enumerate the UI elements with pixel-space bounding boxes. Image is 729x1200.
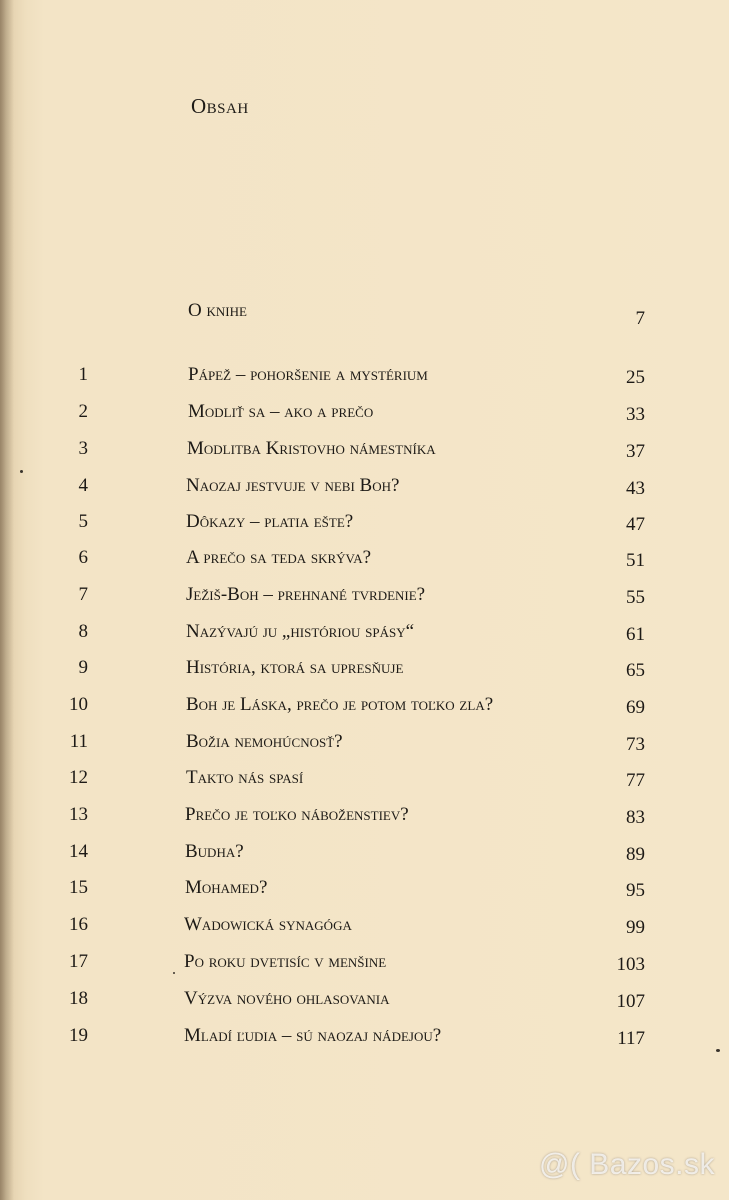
chapter-number: 15: [69, 877, 88, 898]
toc-entry: [0, 584, 729, 614]
toc-entry: [0, 841, 729, 871]
chapter-number: 17: [69, 951, 88, 972]
toc-entry: [0, 767, 729, 797]
chapter-page: 95: [626, 880, 645, 901]
chapter-page: 83: [626, 807, 645, 828]
toc-entry-intro: [0, 300, 729, 330]
paper-speck: [20, 470, 23, 473]
chapter-title: Modliť sa – ako a prečo: [188, 401, 374, 422]
chapter-page: 25: [626, 367, 645, 388]
toc-entry: [0, 401, 729, 431]
toc-entry: [0, 475, 729, 505]
toc-entry: [0, 364, 729, 394]
page-title: Obsah: [191, 94, 249, 118]
toc-entry: [0, 694, 729, 724]
toc-entry: [0, 914, 729, 944]
chapter-page: 47: [626, 514, 645, 535]
chapter-page: 43: [626, 478, 645, 499]
chapter-number: 7: [78, 584, 88, 605]
paper-speck: [173, 972, 175, 974]
chapter-number: 3: [78, 438, 88, 459]
toc-entry-page: 7: [635, 308, 645, 329]
chapter-title: Naozaj jestvuje v nebi Boh?: [186, 475, 400, 496]
chapter-title: Výzva nového ohlasovania: [184, 988, 390, 1009]
chapter-page: 73: [626, 734, 645, 755]
chapter-title: Božia nemohúcnosť?: [186, 731, 343, 752]
chapter-number: 10: [69, 694, 88, 715]
chapter-page: 65: [626, 660, 645, 681]
toc-entry: [0, 547, 729, 577]
chapter-number: 14: [69, 841, 88, 862]
chapter-page: 117: [617, 1028, 645, 1049]
chapter-number: 1: [78, 364, 88, 385]
chapter-title: Po roku dvetisíc v menšine: [184, 951, 387, 972]
chapter-number: 19: [69, 1025, 88, 1046]
toc-entry: [0, 621, 729, 651]
chapter-number: 12: [69, 767, 88, 788]
chapter-page: 99: [626, 917, 645, 938]
chapter-number: 16: [69, 914, 88, 935]
chapter-title: A prečo sa teda skrýva?: [186, 547, 372, 568]
chapter-page: 103: [616, 954, 645, 975]
chapter-title: Prečo je toľko náboženstiev?: [185, 804, 409, 825]
toc-entry: [0, 1025, 729, 1055]
bazos-watermark: @( Bazos.sk: [539, 1148, 715, 1181]
chapter-page: 69: [626, 697, 645, 718]
chapter-page: 77: [626, 770, 645, 791]
toc-entry: [0, 804, 729, 834]
toc-entry-title: O knihe: [188, 300, 247, 321]
toc-entry: [0, 438, 729, 468]
chapter-title: Mladí ľudia – sú naozaj nádejou?: [184, 1025, 442, 1046]
chapter-title: Wadowická synagóga: [184, 914, 352, 935]
chapter-title: Boh je Láska, prečo je potom toľko zla?: [186, 694, 494, 715]
chapter-number: 2: [78, 401, 88, 422]
chapter-page: 37: [626, 441, 645, 462]
chapter-number: 5: [78, 511, 88, 532]
chapter-page: 61: [626, 624, 645, 645]
chapter-number: 8: [78, 621, 88, 642]
chapter-title: Modlitba Kristovho námestníka: [187, 438, 436, 459]
chapter-title: Takto nás spasí: [186, 767, 304, 788]
toc-entry: [0, 877, 729, 907]
toc-entry: [0, 951, 729, 981]
chapter-title: Nazývajú ju „históriou spásy“: [186, 621, 415, 642]
chapter-title: Mohamed?: [185, 877, 268, 898]
chapter-number: 18: [69, 988, 88, 1009]
chapter-page: 33: [626, 404, 645, 425]
chapter-title: Dôkazy – platia ešte?: [186, 511, 354, 532]
toc-entry: [0, 988, 729, 1018]
chapter-page: 55: [626, 587, 645, 608]
chapter-number: 11: [69, 731, 88, 752]
toc-entry: [0, 731, 729, 761]
toc-entry: [0, 657, 729, 687]
chapter-number: 4: [78, 475, 88, 496]
chapter-number: 13: [69, 804, 88, 825]
chapter-title: Ježiš-Boh – prehnané tvrdenie?: [186, 584, 426, 605]
chapter-title: História, ktorá sa upresňuje: [186, 657, 404, 678]
toc-entry: [0, 511, 729, 541]
chapter-page: 107: [616, 991, 645, 1012]
chapter-page: 89: [626, 844, 645, 865]
chapter-title: Budha?: [185, 841, 244, 862]
chapter-title: Pápež – pohoršenie a mystérium: [188, 364, 428, 385]
chapter-page: 51: [626, 550, 645, 571]
chapter-number: 6: [78, 547, 88, 568]
chapter-number: 9: [78, 657, 88, 678]
paper-speck: [716, 1049, 720, 1052]
